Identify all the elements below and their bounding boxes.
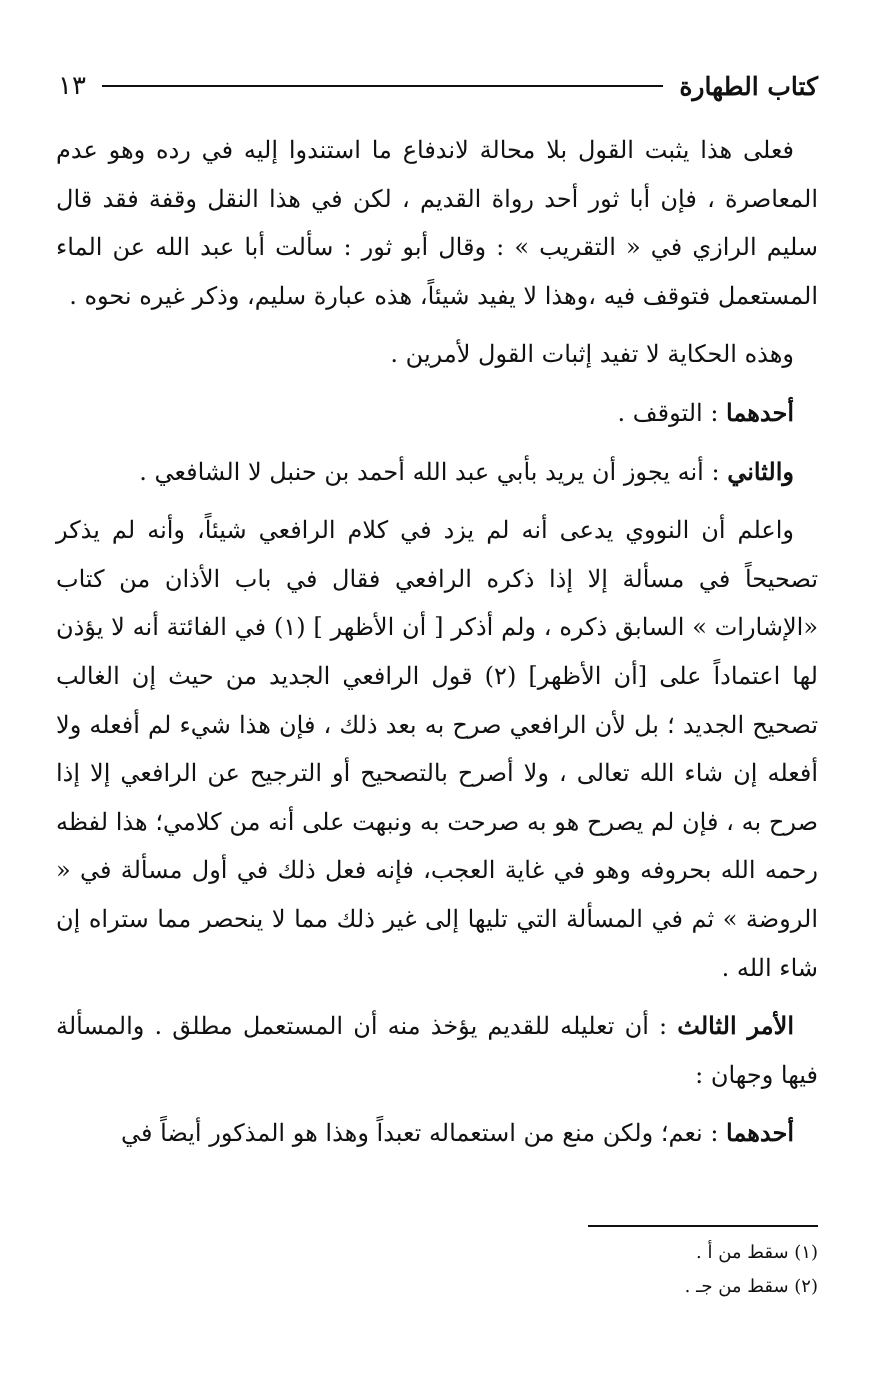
paragraph: أحدهما : نعم؛ ولكن منع من استعماله تعبداً وهذا هو المذكور أيضاً في xyxy=(121,1118,794,1148)
paragraph: فعلى هذا يثبت القول بلا محالة لاندفاع ما استندوا إليه في رده وهو عدم المعاصرة ، فإن أبا ثور أحد رواة القديم ، لكن في هذا النقل وقفة فقد قال سليم الرازي في « التقريب » : وقال أبو ثور : سألت أبا عبد الله عن الماء المستعمل فتوقف فيه ،وهذا لا يفيد شيئاً، هذه عبارة سليم، وذكر غيره نحوه . xyxy=(56,136,818,310)
header-rule xyxy=(102,85,663,87)
page-header xyxy=(58,64,818,108)
footnote-rule xyxy=(588,1225,818,1227)
page-number: ١٣ xyxy=(58,71,86,101)
paragraph: أحدهما : التوقف . xyxy=(617,397,794,427)
footnote: (١) سقط من أ . xyxy=(696,1242,818,1263)
paragraph: الأمر الثالث : أن تعليله للقديم يؤخذ منه أن المستعمل مطلق . والمسألة فيها وجهان : xyxy=(56,1011,818,1089)
footnote: (٢) سقط من جـ . xyxy=(684,1276,818,1297)
chapter-title: كتاب الطهارة xyxy=(679,71,818,101)
paragraph: والثاني : أنه يجوز أن يريد بأبي عبد الله أحمد بن حنبل لا الشافعي . xyxy=(139,456,794,486)
paragraph: واعلم أن النووي يدعى أنه لم يزد في كلام الرافعي شيئاً، وأنه لم يذكر تصحيحاً في مسألة إلا إذا ذكره الرافعي فقال في باب الأذان من كتاب «الإشارات » السابق ذكره ، ولم أذكر [ أن الأظهر ] (١) في الفائتة أنه لا يؤذن لها اعتماداً على [أن الأظهر] (٢) قول الرافعي الجديد من حيث إن الغالب تصحيح الجديد ؛ بل لأن الرافعي صرح به بعد ذلك ، فإن هذا شيء لم أفعله ولا أفعله إن شاء الله تعالى ، ولا أصرح بالتصحيح أو الترجيح عن الرافعي إلا إذا صرح به ، فإن لم يصرح هو به صرحت به ونبهت على أنه من كلامي؛ هذا لفظه رحمه الله بحروفه وهو في غاية العجب، فإنه فعل ذلك في أول مسألة في « الروضة » ثم في المسألة التي تليها إلى غير ذلك مما لا ينحصر مما ستراه إن شاء الله . xyxy=(56,516,819,982)
main-text xyxy=(56,126,818,1158)
footnotes xyxy=(300,1236,818,1304)
paragraph: وهذه الحكاية لا تفيد إثبات القول لأمرين . xyxy=(390,340,794,369)
